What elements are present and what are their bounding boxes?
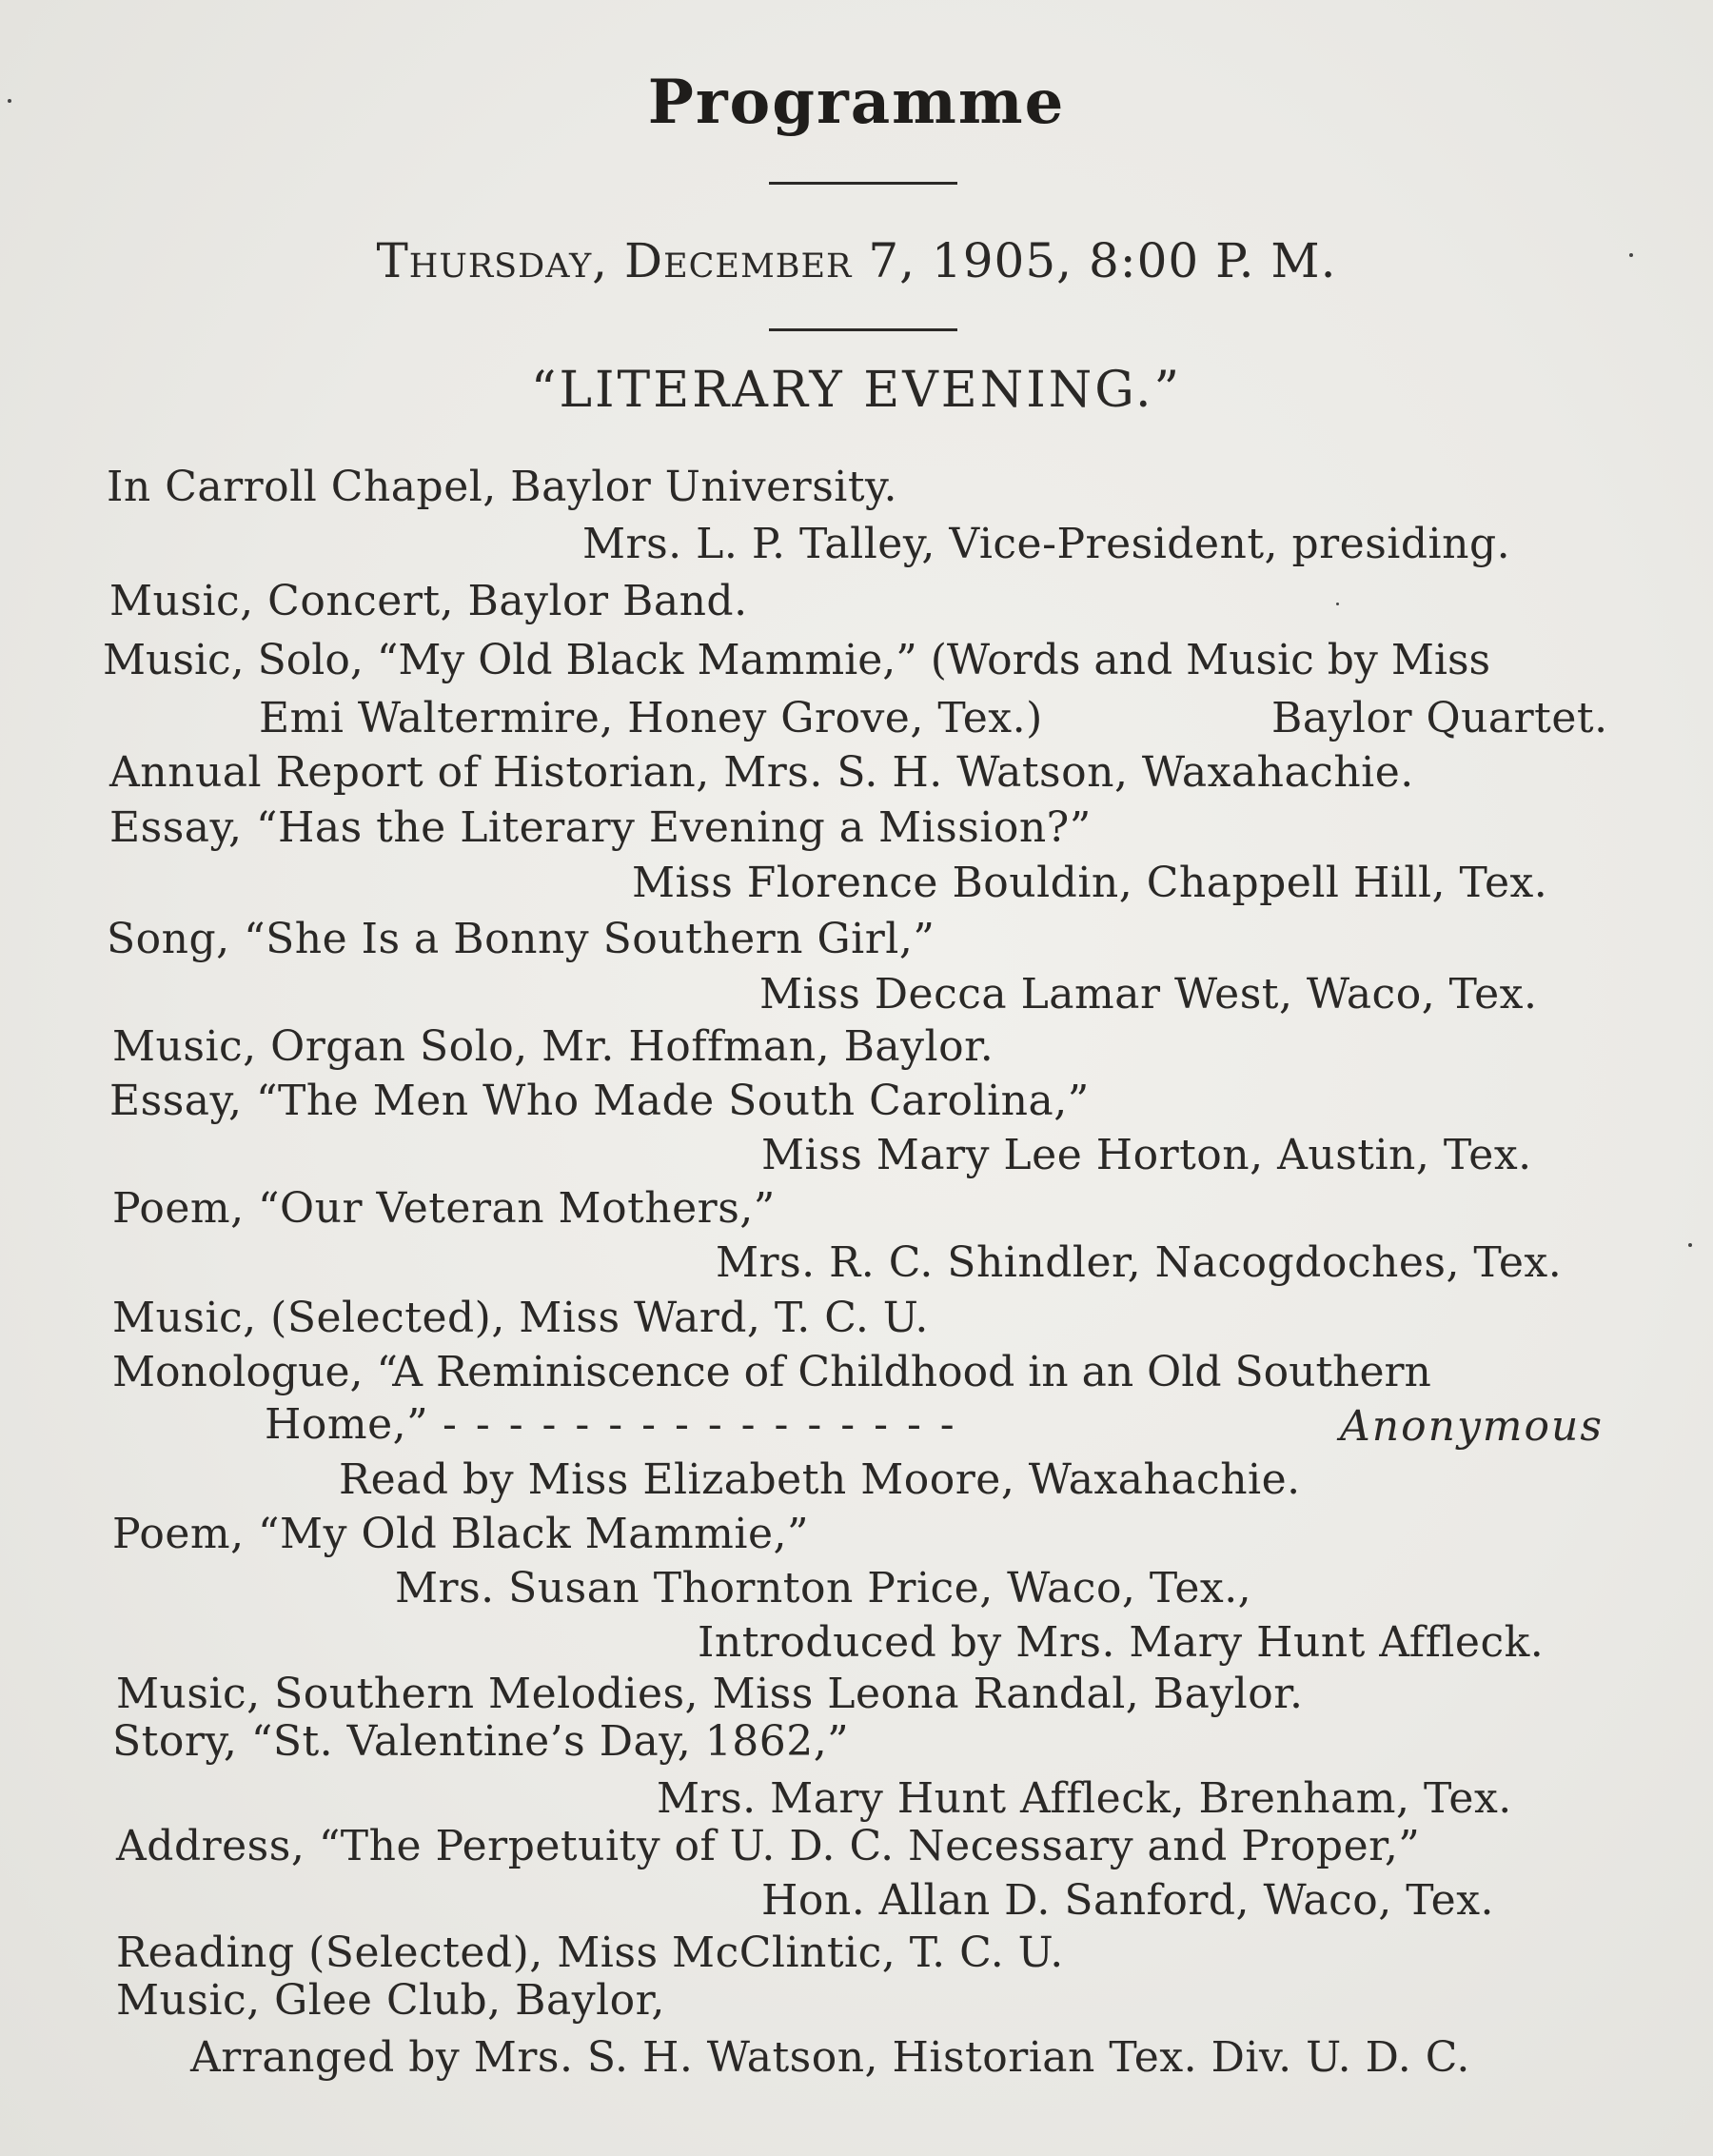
title-rule	[769, 182, 957, 185]
programme-line: Music, Organ Solo, Mr. Hoffman, Baylor.	[112, 1022, 994, 1071]
paper-speck	[1336, 603, 1339, 605]
programme-line: Mrs. L. P. Talley, Vice-President, presiding.	[582, 520, 1511, 568]
date-day: Thursday,	[376, 233, 609, 288]
programme-line: Mrs. Mary Hunt Affleck, Brenham, Tex.	[657, 1774, 1512, 1823]
programme-line: Reading (Selected), Miss McClintic, T. C. U.	[116, 1929, 1064, 1977]
programme-line: Miss Mary Lee Horton, Austin, Tex.	[761, 1131, 1532, 1179]
programme-line: Story, “St. Valentine’s Day, 1862,”	[112, 1717, 850, 1766]
programme-line: Essay, “Has the Literary Evening a Mission?”	[109, 803, 1092, 852]
programme-line: Mrs. Susan Thornton Price, Waco, Tex.,	[395, 1564, 1252, 1612]
paper-speck	[1629, 253, 1633, 257]
programme-line: Baylor Quartet.	[1271, 694, 1608, 742]
programme-line: Poem, “Our Veteran Mothers,”	[112, 1184, 776, 1233]
date-rule	[769, 328, 957, 331]
paper-speck	[8, 99, 11, 103]
date-line	[0, 233, 1713, 288]
programme-line: Miss Florence Bouldin, Chappell Hill, Tex.	[632, 859, 1548, 907]
programme-title: Programme	[647, 67, 1066, 138]
programme-line: Hon. Allan D. Sanford, Waco, Tex.	[761, 1876, 1494, 1925]
programme-line: Music, Glee Club, Baylor,	[116, 1976, 665, 2025]
programme-line: Song, “She Is a Bonny Southern Girl,”	[107, 915, 935, 963]
programme-author: Anonymous	[1340, 1402, 1604, 1451]
programme-line: Arranged by Mrs. S. H. Watson, Historian Tex. Div. U. D. C.	[190, 2033, 1470, 2082]
programme-line: Mrs. R. C. Shindler, Nacogdoches, Tex.	[716, 1238, 1563, 1287]
programme-line: Music, Concert, Baylor Band.	[109, 577, 748, 625]
programme-line: Read by Miss Elizabeth Moore, Waxahachie.	[339, 1455, 1301, 1504]
programme-line: Emi Waltermire, Honey Grove, Tex.)	[259, 694, 1043, 742]
programme-line: Music, Southern Melodies, Miss Leona Randal, Baylor.	[116, 1670, 1304, 1718]
date-rest: 7, 1905, 8:00 P. M.	[868, 233, 1337, 288]
programme-line: Music, Solo, “My Old Black Mammie,” (Words and Music by Miss	[103, 636, 1491, 684]
programme-subtitle: “LITERARY EVENING.”	[530, 362, 1183, 419]
programme-line: Introduced by Mrs. Mary Hunt Affleck.	[698, 1618, 1545, 1667]
programme-line: Annual Report of Historian, Mrs. S. H. Watson, Waxahachie.	[109, 748, 1414, 797]
programme-line: Music, (Selected), Miss Ward, T. C. U.	[112, 1294, 929, 1342]
programme-line: Essay, “The Men Who Made South Carolina,”	[109, 1077, 1090, 1125]
programme-line: Home,”	[265, 1400, 429, 1449]
programme-line: Monologue, “A Reminiscence of Childhood in an Old Southern	[112, 1348, 1431, 1396]
programme-line: In Carroll Chapel, Baylor University.	[107, 463, 898, 511]
programme-line: Address, “The Perpetuity of U. D. C. Necessary and Proper,”	[116, 1822, 1421, 1870]
date-month: December	[623, 233, 853, 288]
paper-speck	[1688, 1243, 1692, 1247]
programme-dotted-leader: - - - - - - - - - - - - - - - -	[443, 1400, 957, 1449]
programme-line: Miss Decca Lamar West, Waco, Tex.	[759, 970, 1538, 1019]
programme-line: Poem, “My Old Black Mammie,”	[112, 1510, 809, 1558]
